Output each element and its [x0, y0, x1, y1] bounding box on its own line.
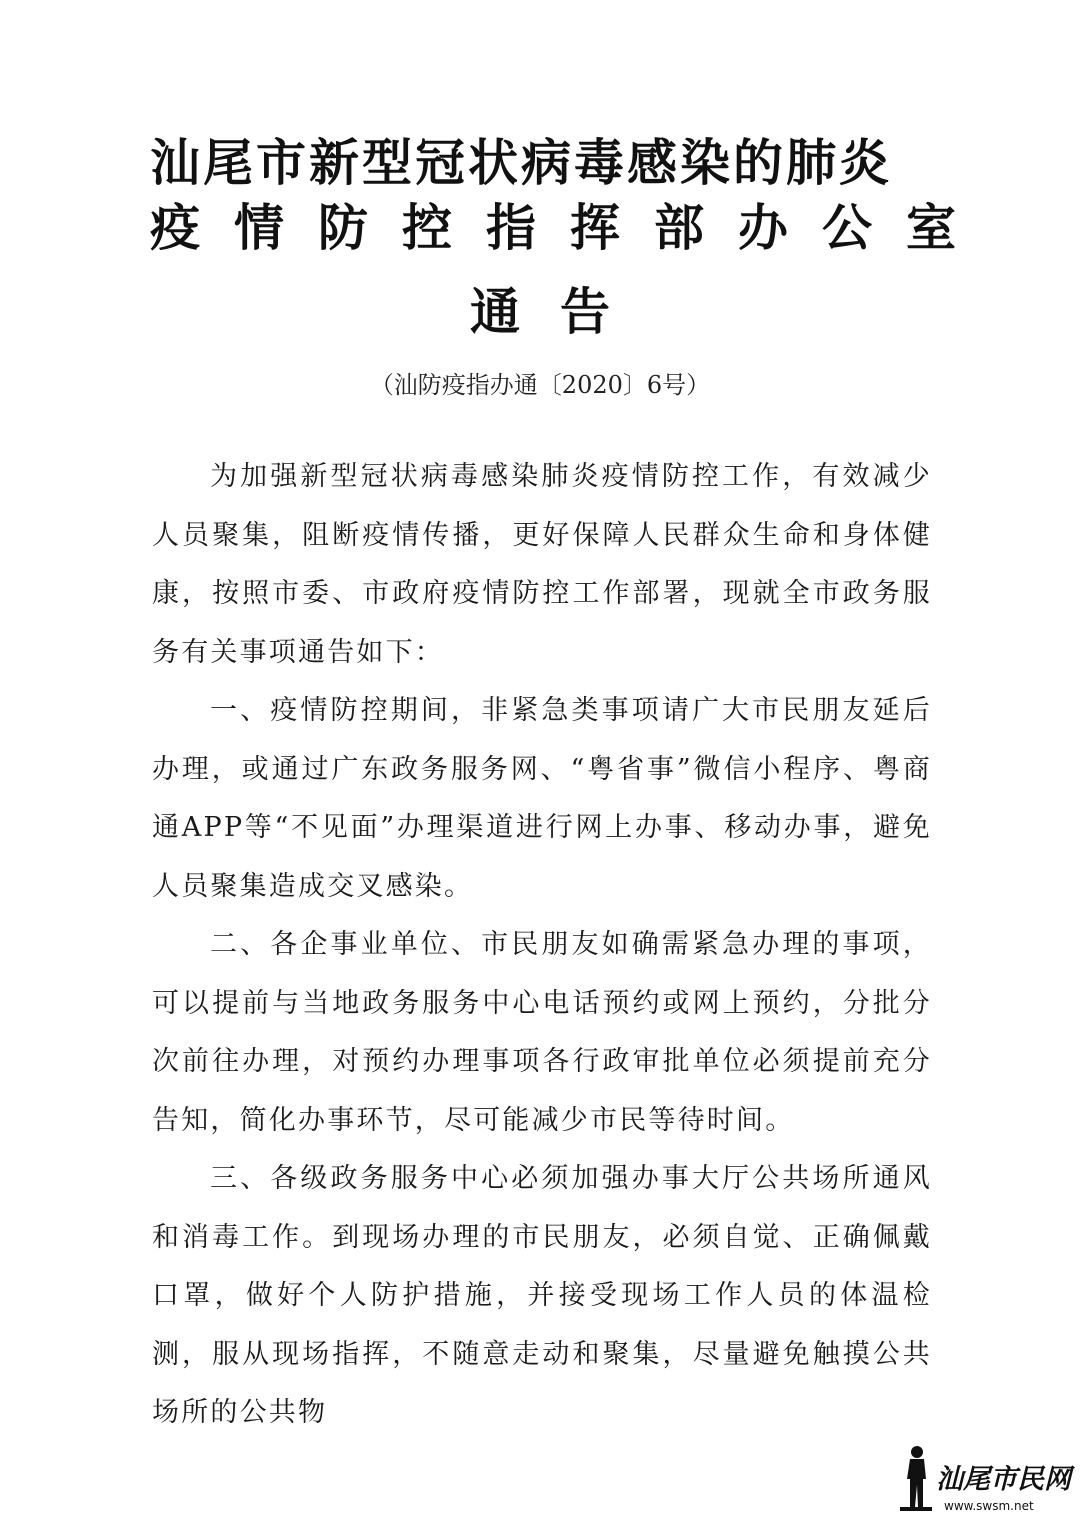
- person-silhouette-icon: [896, 1445, 936, 1511]
- paragraph-intro: 为加强新型冠状病毒感染肺炎疫情防控工作，有效减少人员聚集，阻断疫情传播，更好保障人民群众生命和身体健康，按照市委、市政府疫情防控工作部署，现就全市政务服务有关事项通告如下：: [152, 461, 932, 668]
- title-line-1: 汕尾市新型冠状病毒感染的肺炎: [150, 134, 892, 192]
- document-number: （汕防疫指办通〔2020〕6号）: [369, 371, 711, 399]
- document-body: [152, 448, 932, 1443]
- watermark-brand: 汕尾市民网: [936, 1464, 1071, 1495]
- paragraph-item-3: 三、各级政务服务中心必须加强办事大厅公共场所通风和消毒工作。到现场办理的市民朋友，必须自觉、正确佩戴口罩，做好个人防护措施，并接受现场工作人员的体温检测，服从现场指挥，不随意走动和聚集，尽量避免触摸公共场所的公共物: [152, 1163, 932, 1428]
- paragraph-item-1: 一、疫情防控期间，非紧急类事项请广大市民朋友延后办理，或通过广东政务服务网、“粤省事”微信小程序、粤商通APP等“不见面”办理渠道进行网上办事、移动办事，避免人员聚集造成交叉感染。: [152, 695, 932, 902]
- paragraph-item-2: 二、各企事业单位、市民朋友如确需紧急办理的事项，可以提前与当地政务服务中心电话预约或网上预约，分批分次前往办理，对预约办理事项各行政审批单位必须提前充分告知，简化办事环节，尽可能减少市民等待时间。: [152, 929, 932, 1136]
- site-watermark: [896, 1443, 1071, 1523]
- watermark-url: www.swsm.net: [944, 1499, 1034, 1513]
- title-line-3: 通告: [470, 283, 650, 341]
- title-line-2: 疫情防控指挥部办公室: [150, 199, 990, 257]
